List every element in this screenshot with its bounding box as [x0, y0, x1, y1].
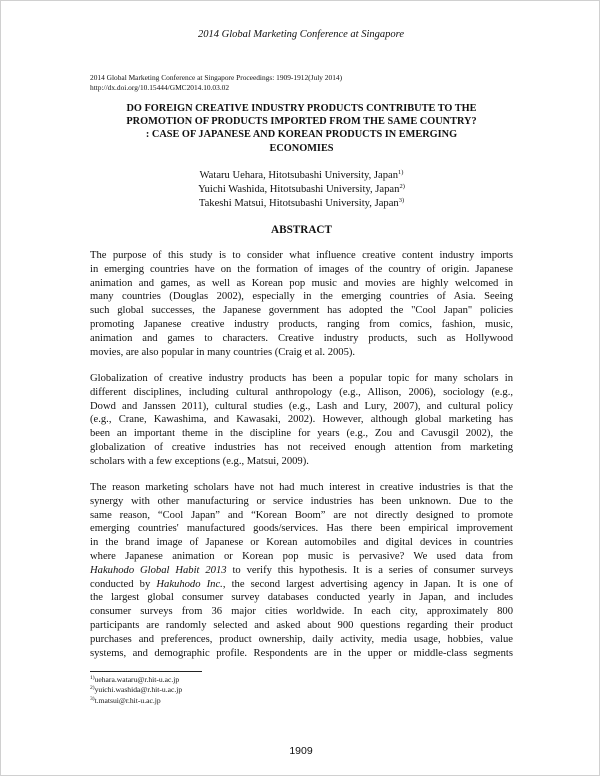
- title-line: PROMOTION OF PRODUCTS IMPORTED FROM THE SAME COUNTRY?: [126, 116, 477, 128]
- text-span: purchases and preferences, product ownership, daily activity, media usage, hobbies, value: [90, 633, 513, 645]
- text-span: The reason marketing scholars have not had much interest in creative industries is that the: [90, 482, 513, 493]
- footnote: [90, 696, 390, 706]
- text-span: the largest global consumer survey databases conducted yearly in Japan, and includes: [90, 592, 513, 604]
- running-header: 2014 Global Marketing Conference at Singapore: [198, 29, 404, 40]
- text-line: The purpose of this study is to consider what influence creative content industry imports: [90, 250, 513, 261]
- text-line: [90, 564, 513, 578]
- page-number: 1909: [289, 745, 313, 757]
- author-line: [90, 183, 513, 197]
- text-line: [90, 591, 513, 605]
- text-line: [90, 522, 513, 536]
- title-line: ECONOMIES: [269, 142, 334, 154]
- text-span: synergy with other manufacturing or service industries has been unknown. Due to the: [90, 495, 513, 507]
- text-span: to verify this hypothesis. It is a series of consumer surveys: [226, 564, 513, 576]
- title-line: : CASE OF JAPANESE AND KOREAN PRODUCTS IN EMERGING: [145, 129, 458, 141]
- author-list: [90, 169, 513, 210]
- text-line: [90, 509, 513, 523]
- text-line: [90, 605, 513, 619]
- text-line: such global successes, the Japanese government has adopted the "Cool Japan" policies: [90, 305, 513, 317]
- footnote-mark: 3): [90, 695, 95, 702]
- text-span: same reason, “Cool Japan” and “Korean Boom” are not directly designed to promote: [90, 509, 513, 521]
- paper-title: [90, 102, 513, 155]
- text-line: been an important theme in the discipline for years (e.g., Zou and Cavusgil 2002), the: [90, 428, 513, 440]
- footnote-divider: [90, 671, 202, 672]
- footnote-email[interactable]: uehara.wataru@r.hit-u.ac.jp: [94, 675, 180, 684]
- text-line: different disciplines, including cultural anthropology (e.g., Allison, 2006), sociology (e.g.,: [90, 386, 513, 398]
- text-line: animation and games to characters. Creative industry products, such as Hollywood: [90, 332, 513, 344]
- abstract-heading: ABSTRACT: [271, 224, 332, 236]
- text-line: promoting Japanese creative industry products, ranging from comics, fashion, music,: [90, 318, 513, 330]
- text-line: Globalization of creative industry products has been a popular topic for many scholars in: [90, 373, 513, 384]
- text-line: [90, 536, 513, 550]
- author-affiliation: Wataru Uehara, Hitotsubashi University, Japan: [199, 170, 399, 181]
- author-line: [90, 169, 513, 183]
- author-footnote-mark: 1): [398, 169, 404, 176]
- text-span: where Japanese animation or Korean pop music is pervasive? We used data from: [90, 550, 513, 562]
- text-line: [90, 633, 513, 647]
- text-line: Dowd and Janssen 2011), cultural studies (e.g., Lash and Lury, 2007), and cultural policy: [90, 400, 513, 412]
- abstract-paragraph-2: [90, 372, 513, 469]
- text-span: participants are randomly selected and asked about 900 questions regarding their product: [90, 619, 513, 631]
- abstract-paragraph-3: [90, 481, 513, 660]
- text-line: movies, are also popular in many countries (Craig et al. 2005).: [90, 346, 356, 358]
- text-line: [90, 481, 513, 495]
- text-line: [90, 647, 513, 661]
- text-line: in emerging countries have on the formation of images of the country of origin. Japanese: [90, 263, 513, 275]
- survey-name-italic: Hakuhodo Global Habit 2013: [90, 564, 227, 576]
- text-span: consumer surveys from 36 major cities worldwide. In each city, approximately 800: [90, 606, 513, 618]
- text-span: conducted by: [90, 578, 157, 590]
- author-affiliation: Yuichi Washida, Hitotsubashi University, Japan: [198, 183, 400, 195]
- author-line: [90, 197, 513, 211]
- text-span: in the brand image of Japanese or Korean automobiles and digital devices in countries: [90, 537, 513, 549]
- footnote-mark: 2): [90, 685, 95, 692]
- text-line: (e.g., Crane, Kawashima, and Kawasaki, 2002). However, although global marketing has: [90, 414, 513, 426]
- footnote-email[interactable]: yuichi.washida@r.hit-u.ac.jp: [94, 685, 183, 695]
- text-line: scholars with a few exceptions (e.g., Matsui, 2009).: [90, 455, 309, 467]
- citation-block: [90, 73, 520, 92]
- text-line: many countries (Douglas 2002), especially in the emerging countries of Asia. Seeing: [90, 291, 513, 303]
- text-line: [90, 495, 513, 509]
- abstract-paragraph-1: [90, 249, 513, 359]
- text-line: [90, 578, 513, 592]
- text-line: animation and games, as well as Korean pop music and movies are highly welcomed in: [90, 277, 513, 289]
- text-span: emerging countries' manufactured goods/services. Has there been empirical improvement: [90, 523, 513, 535]
- doi-link[interactable]: http://dx.doi.org/10.15444/GMC2014.10.03.02: [90, 82, 230, 92]
- text-line: [90, 550, 513, 564]
- proceedings-line: 2014 Global Marketing Conference at Singapore Proceedings: 1909-1912(July 2014): [90, 73, 343, 82]
- author-affiliation: Takeshi Matsui, Hitotsubashi University, Japan: [198, 197, 399, 209]
- footnotes: [90, 675, 390, 706]
- text-line: [90, 619, 513, 633]
- title-line: DO FOREIGN CREATIVE INDUSTRY PRODUCTS CONTRIBUTE TO THE: [126, 103, 477, 114]
- text-line: globalization of creative industries has not received enough attention from marketing: [90, 441, 513, 453]
- company-name-italic: Hakuhodo Inc.: [156, 578, 223, 590]
- footnote-mark: 1): [90, 675, 95, 681]
- footnote: [90, 685, 390, 695]
- author-footnote-mark: 3): [398, 196, 405, 204]
- footnote-email[interactable]: t.matsui@r.hit-u.ac.jp: [94, 695, 161, 705]
- author-footnote-mark: 2): [399, 182, 405, 190]
- text-span: systems, and demographic profile. Respondents are in the upper or middle-class segments: [90, 647, 513, 659]
- text-span: , the second largest advertising agency in Japan. It is one of: [222, 578, 513, 590]
- footnote: [90, 675, 390, 685]
